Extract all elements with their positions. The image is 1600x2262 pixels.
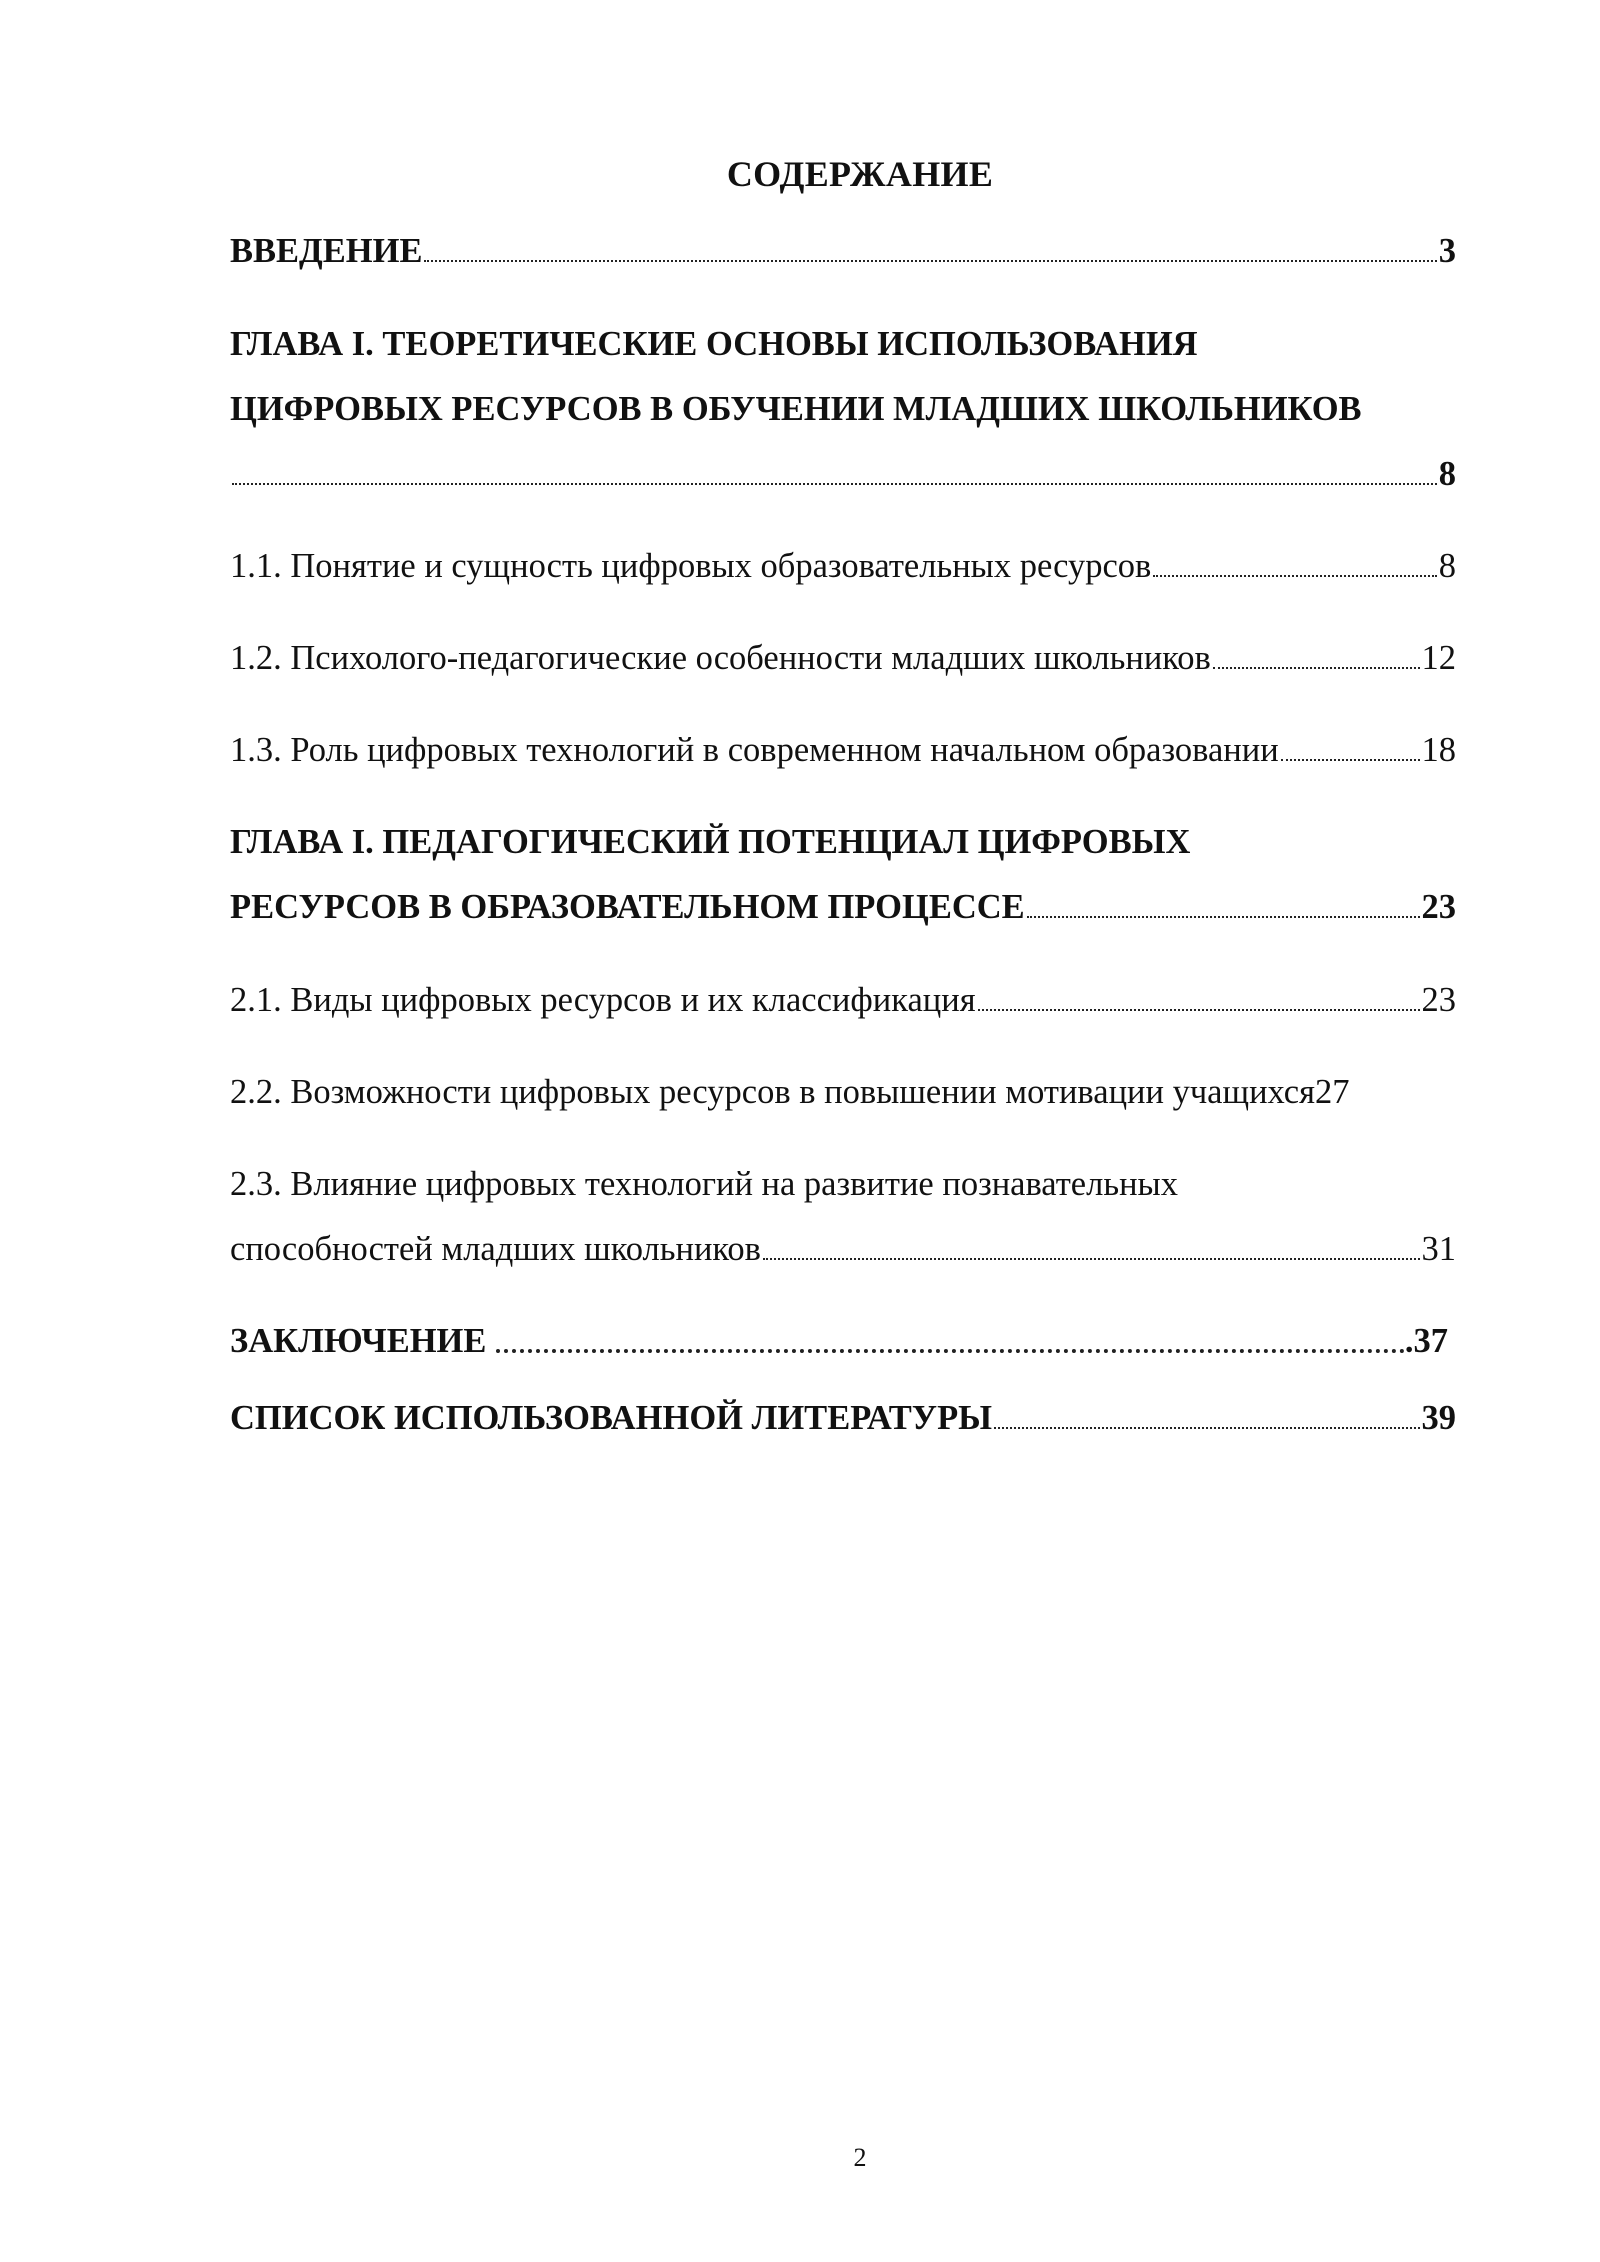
toc-entry-page: 12 bbox=[1421, 639, 1456, 677]
toc-entry-2-3-line2[interactable] bbox=[230, 1227, 1456, 1271]
dot-leader bbox=[486, 1319, 1404, 1363]
toc-entry-2-1[interactable] bbox=[230, 978, 1456, 1022]
toc-entry-1-3[interactable] bbox=[230, 728, 1456, 772]
toc-entry-chapter1-line2[interactable] bbox=[230, 387, 1456, 431]
toc-entry-page: 23 bbox=[1421, 888, 1456, 926]
dot-leader bbox=[1211, 636, 1422, 680]
toc-entry-page: 27 bbox=[1314, 1073, 1350, 1111]
toc-entry-page: 39 bbox=[1421, 1399, 1456, 1437]
toc-entry-page: .37 bbox=[1404, 1322, 1448, 1360]
toc-entry-1-1[interactable] bbox=[230, 544, 1456, 588]
dot-leader bbox=[761, 1227, 1422, 1271]
toc-entry-2-3-line1[interactable] bbox=[230, 1162, 1456, 1206]
toc-entry-label: ГЛАВА I. ТЕОРЕТИЧЕСКИЕ ОСНОВЫ ИСПОЛЬЗОВАНИЯ bbox=[230, 325, 1198, 363]
toc-entry-label: СПИСОК ИСПОЛЬЗОВАННОЙ ЛИТЕРАТУРЫ bbox=[230, 1399, 993, 1437]
toc-entry-chapter1-leader[interactable] bbox=[230, 452, 1456, 496]
toc-entry-1-2[interactable] bbox=[230, 636, 1456, 680]
dot-leader bbox=[422, 229, 1438, 273]
toc-entry-chapter1-line1[interactable] bbox=[230, 322, 1456, 366]
toc-entry-2-2[interactable] bbox=[230, 1070, 1456, 1114]
toc-entry-label: 2.2. Возможности цифровых ресурсов в повышении мотивации учащихся bbox=[230, 1073, 1315, 1111]
page-number: 2 bbox=[853, 2143, 867, 2172]
toc-entry-conclusion[interactable] bbox=[230, 1319, 1448, 1363]
toc-entry-references[interactable] bbox=[230, 1396, 1456, 1440]
dot-leader bbox=[230, 452, 1439, 496]
toc-entry-chapter2-line1[interactable] bbox=[230, 820, 1456, 864]
toc-entry-label: ЗАКЛЮЧЕНИЕ bbox=[230, 1322, 487, 1360]
dot-leader bbox=[976, 978, 1422, 1022]
toc-entry-label: ВВЕДЕНИЕ bbox=[230, 232, 423, 270]
toc-entry-label: 1.2. Психолого-педагогические особенности младших школьников bbox=[230, 639, 1211, 677]
toc-entry-page: 8 bbox=[1438, 455, 1456, 493]
toc-heading: СОДЕРЖАНИЕ bbox=[726, 154, 994, 194]
toc-entry-label: способностей младших школьников bbox=[230, 1230, 761, 1268]
toc-entry-label: 1.3. Роль цифровых технологий в современном начальном образовании bbox=[230, 731, 1279, 769]
dot-leader bbox=[992, 1396, 1421, 1440]
toc-entry-intro[interactable] bbox=[230, 229, 1456, 273]
toc-entry-label: 1.1. Понятие и сущность цифровых образовательных ресурсов bbox=[230, 547, 1152, 585]
toc-entry-page: 31 bbox=[1421, 1230, 1456, 1268]
toc-entry-page: 23 bbox=[1421, 981, 1456, 1019]
dot-leader bbox=[1279, 728, 1422, 772]
toc-entry-label: 2.1. Виды цифровых ресурсов и их классификация bbox=[230, 981, 976, 1019]
toc-entry-page: 8 bbox=[1438, 547, 1456, 585]
toc-entry-label: ГЛАВА I. ПЕДАГОГИЧЕСКИЙ ПОТЕНЦИАЛ ЦИФРОВЫХ bbox=[230, 823, 1191, 861]
toc-entry-label: ЦИФРОВЫХ РЕСУРСОВ В ОБУЧЕНИИ МЛАДШИХ ШКОЛЬНИКОВ bbox=[230, 390, 1362, 428]
toc-entry-label: РЕСУРСОВ В ОБРАЗОВАТЕЛЬНОМ ПРОЦЕССЕ bbox=[230, 888, 1025, 926]
toc-entry-label: 2.3. Влияние цифровых технологий на развитие познавательных bbox=[230, 1165, 1178, 1203]
toc-entry-page: 18 bbox=[1421, 731, 1456, 769]
toc-entry-chapter2-line2[interactable] bbox=[230, 885, 1456, 929]
dot-leader bbox=[1025, 885, 1422, 929]
toc-entry-page: 3 bbox=[1438, 232, 1456, 270]
dot-leader bbox=[1151, 544, 1438, 588]
